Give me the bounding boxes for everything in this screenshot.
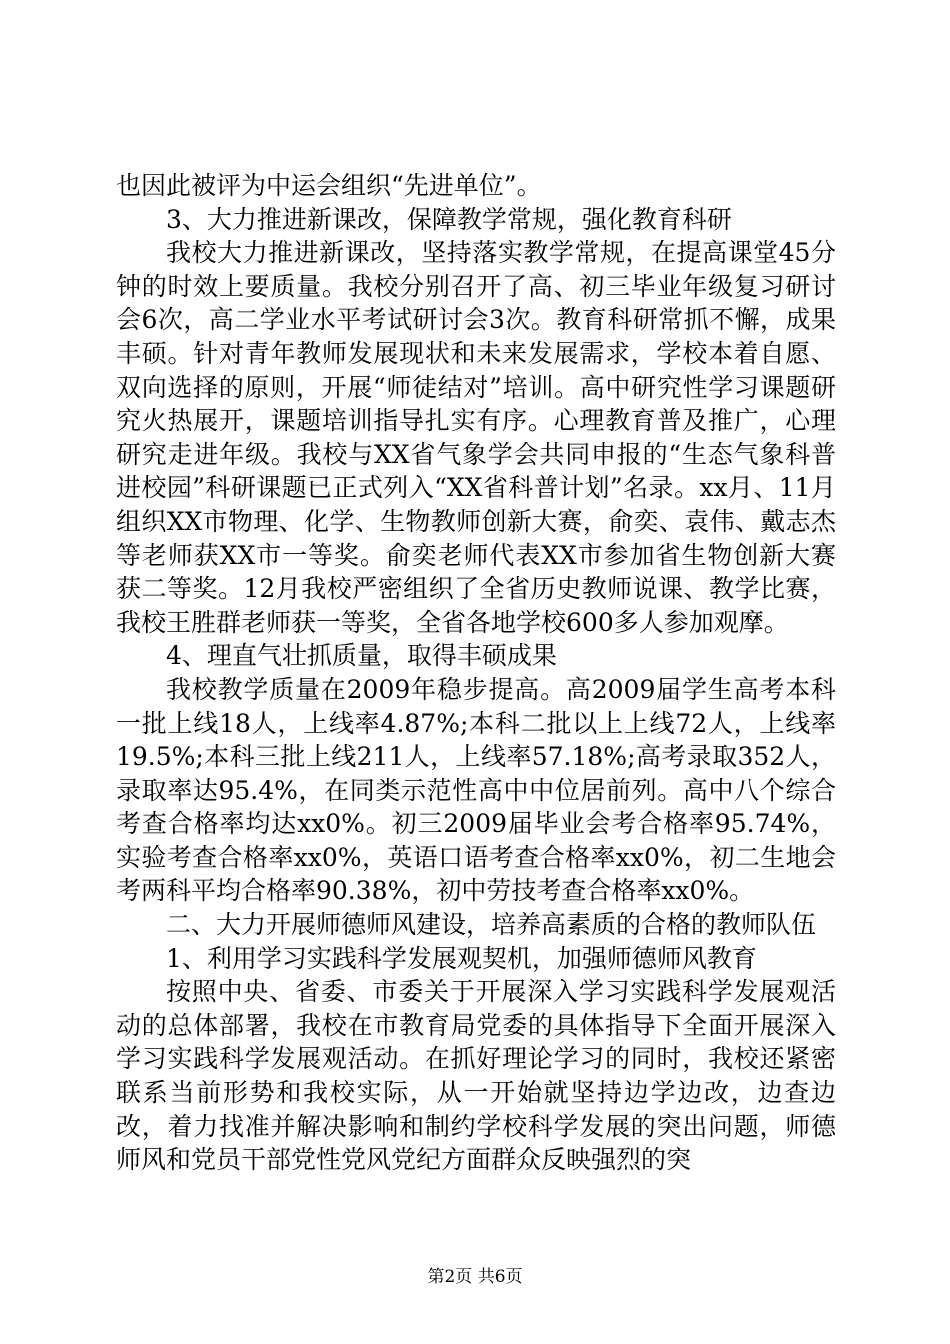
paragraph-1: 也因此被评为中运会组织“先进单位”。 bbox=[116, 171, 542, 200]
document-body bbox=[116, 169, 836, 1177]
page-footer: 第2页 共6页 bbox=[427, 1267, 523, 1287]
paragraph-scientific-development: 按照中央、省委、市委关于开展深入学习实践科学发展观活动的总体部署，我校在市教育局党委的具体指导下全面开展深入学习实践科学发展观活动。在抓好理论学习的同时，我校还紧密联系当前形势和我校实际，从一开始就坚持边学边改，边查边改，着力找准并解决影响和制约学校科学发展的突出问题，师德师风和党员干部党性党风党纪方面群众反映强烈的突 bbox=[116, 977, 836, 1175]
heading-4-quality: 4、理直气壮抓质量，取得丰硕成果 bbox=[166, 641, 557, 671]
paragraph-curriculum-research: 我校大力推进新课改，坚持落实教学常规，在提高课堂45分钟的时效上要质量。我校分别召开了高、初三毕业年级复习研讨会6次，高二学业水平考试研讨会3次。教育科研常抓不懈，成果丰硕。针对青年教师发展现状和未来发展需求，学校本着自愿、双向选择的原则，开展“师徒结对”培训。高中研究性学习课题研究火热展开，课题培训指导扎实有序。心理教育普及推广，心理研究走进年级。我校与XX省气象学会共同申报的“生态气象科普进校园”科研课题已正式列入“XX省科普计划”名录。xx月、11月组织XX市物理、化学、生物教师创新大赛，俞奕、袁伟、戴志杰等老师获XX市一等奖。俞奕老师代表XX市参加省生物创新大赛获二等奖。12月我校严密组织了全省历史教师说课、教学比赛，我校王胜群老师获一等奖，全省各地学校600多人参加观摩。 bbox=[116, 238, 836, 637]
paragraph-quality-results: 我校教学质量在2009年稳步提高。高2009届学生高考本科一批上线18人，上线率4.87%;本科二批以上上线72人，上线率19.5%;本科三批上线211人，上线率57.18%;高考录取352人，录取率达95.4%，在同类示范性高中中位居前列。高中八个综合考查合格率均达xx0%。初三2009届毕业会考合格率95.74%，实验考查合格率xx0%，英语口语考查合格率xx0%，初二生地会考两科平均合格率90.38%，初中劳技考查合格率xx0%。 bbox=[116, 674, 836, 906]
heading-3-new-curriculum: 3、大力推进新课改，保障教学常规，强化教育科研 bbox=[166, 204, 732, 234]
heading-1-scientific-development: 1、利用学习实践科学发展观契机，加强师德师风教育 bbox=[166, 943, 757, 973]
heading-section-2-teacher-ethics: 二、大力开展师德师风建设，培养高素质的合格的教师队伍 bbox=[166, 910, 817, 940]
